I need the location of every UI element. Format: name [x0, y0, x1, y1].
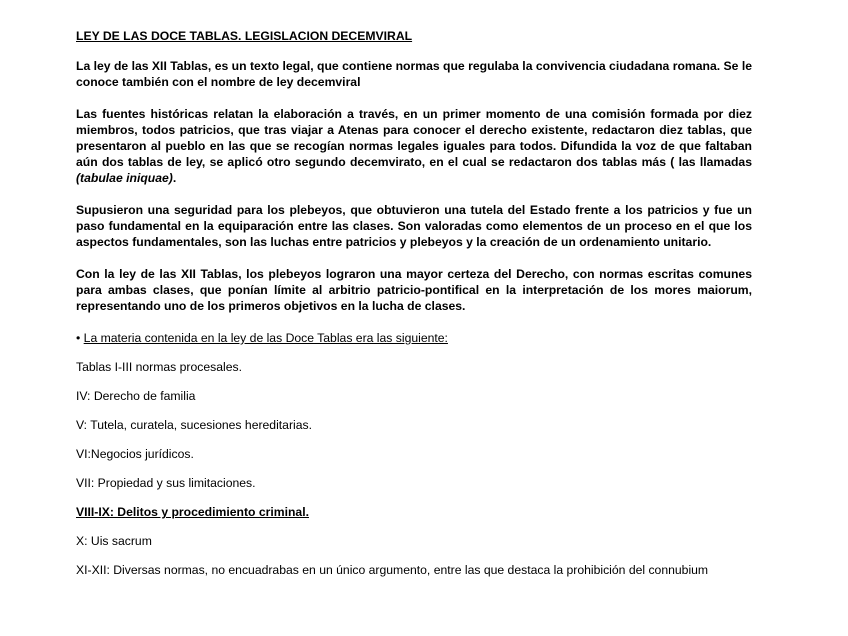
list-item-tablas-i-iii: Tablas I-III normas procesales. — [76, 360, 242, 374]
paragraph-intro: La ley de las XII Tablas, es un texto legal, que contiene normas que regulaba la convivencia ciudadana romana. Se le conoce también con el nombre de ley decemviral — [76, 59, 752, 89]
list-item-xi-xii: XI-XII: Diversas normas, no encuadrabas en un único argumento, entre las que destaca la prohibición del connubium — [76, 563, 709, 577]
content-bullet — [76, 330, 752, 346]
tabulae-iniquae-term: (tabulae iniquae) — [76, 171, 173, 185]
document-page — [76, 28, 752, 578]
list-item-x: X: Uis sacrum — [76, 534, 152, 548]
list-item-iv: IV: Derecho de familia — [76, 389, 196, 403]
bullet-text: La materia contenida en la ley de las Doce Tablas era las siguiente: — [83, 331, 448, 345]
list-item-viii-ix: VIII-IX: Delitos y procedimiento criminal. — [76, 505, 309, 519]
paragraph-sources — [76, 106, 752, 186]
paragraph-certainty: Con la ley de las XII Tablas, los plebeyos lograron una mayor certeza del Derecho, con normas escritas comunes para ambas clases, que ponían límite al arbitrio patricio-pontifical en la interpretación de los mores maiorum, representando uno de los primeros objetivos en la lucha de clases. — [76, 267, 752, 313]
paragraph-security: Supusieron una seguridad para los plebeyos, que obtuvieron una tutela del Estado frente a los patricios y fue un paso fundamental en la equiparación entre las clases. Son valoradas como elementos de un proceso en el que los aspectos fundamentales, son las luchas entre patricios y plebeyos y la creación de un ordenamiento unitario. — [76, 203, 752, 249]
list-item-vii: VII: Propiedad y sus limitaciones. — [76, 476, 256, 490]
bullet-marker: • — [76, 331, 81, 345]
paragraph-sources-end: . — [172, 171, 177, 185]
document-title: LEY DE LAS DOCE TABLAS. LEGISLACION DECEMVIRAL — [76, 29, 413, 43]
list-item-vi: VI:Negocios jurídicos. — [76, 447, 194, 461]
paragraph-sources-text: Las fuentes históricas relatan la elaboración a través, en un primer momento de una comisión formada por diez miembros, todos patricios, que tras viajar a Atenas para conocer el derecho existente, redactaron diez tablas, que presentaron al pueblo en las que se recogían normas legales iguales para todos. Difundida la voz de que faltaban aún dos tablas de ley, se aplicó otro segundo decemvirato, en el cual se redactaron dos tablas más ( las llamadas — [76, 107, 752, 169]
list-item-v: V: Tutela, curatela, sucesiones hereditarias. — [76, 418, 312, 432]
